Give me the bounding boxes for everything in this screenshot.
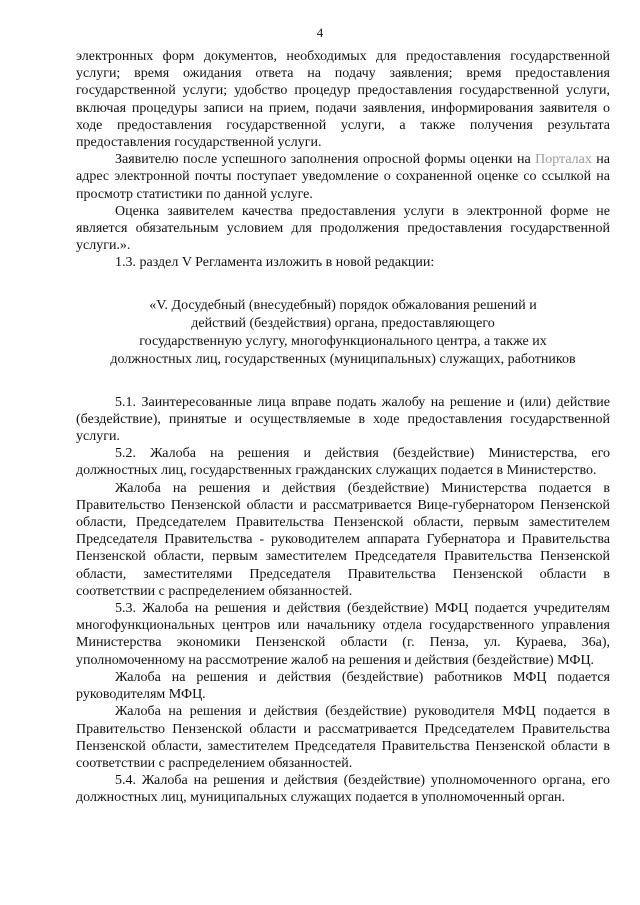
paragraph-5-2-ministry-complaint: Жалоба на решения и действия (бездействие) Министерства подается в Правительство Пензенской области и рассматривается Вице-губернатором Пензенской области, Председателем Правительства Пензенской области, первым заместителем Председателя Правительства - руководителем аппарата Губернатора и Правительства Пензенской области, первым заместителем Председателя Правительства Пензенской области, заместителями Председателя Правительства Пензенской области в соответствии с распределением обязанностей. bbox=[76, 480, 610, 599]
document-body bbox=[76, 48, 610, 807]
page-number: 4 bbox=[316, 25, 324, 40]
paragraph-5-3-mfc-workers: Жалоба на решения и действия (бездействие) работников МФЦ подается руководителям МФЦ. bbox=[76, 669, 610, 703]
portals-faded-word: Порталах bbox=[535, 152, 592, 168]
paragraph-intro-2-rest: на адрес электронной почты поступает уведомление о сохраненной оценке со ссылкой на просмотр статистики по данной услуге. bbox=[76, 152, 611, 202]
section-heading-line-1: «V. Досудебный (внесудебный) порядок обжалования решений и bbox=[149, 297, 537, 313]
paragraph-intro-2 bbox=[76, 151, 610, 203]
paragraph-5-2: 5.2. Жалоба на решения и действия (бездействие) Министерства, его должностных лиц, государственных гражданских служащих подается в Министерство. bbox=[76, 446, 610, 479]
section-heading-line-4: должностных лиц, государственных (муниципальных) служащих, работников bbox=[110, 351, 576, 367]
section-heading-line-3: государственную услугу, многофункционального центра, а также их bbox=[139, 333, 547, 349]
section-heading-line-2: действий (бездействия) органа, предоставляющего bbox=[191, 315, 495, 331]
section-heading bbox=[76, 297, 610, 369]
paragraph-5-3: 5.3. Жалоба на решения и действия (бездействие) МФЦ подается учредителям многофункциональных центров или начальнику отдела государственного управления Министерства экономики Пензенской области (г. Пенза, ул. Кураева, 36а), уполномоченному на рассмотрение жалоб на решения и действия (бездействие) МФЦ. bbox=[76, 601, 610, 668]
paragraph-intro-4: 1.3. раздел V Регламента изложить в новой редакции: bbox=[115, 255, 435, 271]
paragraph-5-4: 5.4. Жалоба на решения и действия (бездействие) уполномоченного органа, его должностных лиц, муниципальных служащих подается в уполномоченный орган. bbox=[76, 773, 610, 806]
paragraph-intro-1: электронных форм документов, необходимых для предоставления государственной услуги; время ожидания ответа на подачу заявления; время предоставления государственной услуги; удобство процедур предоставления государственной услуги, включая процедуры записи на прием, подачи заявления, информирования заявителя о ходе предоставления государственной услуги, а также получения результата предоставления государственной услуги. bbox=[76, 49, 610, 151]
paragraph-intro-3: Оценка заявителем качества предоставления услуги в электронной форме не является обязательным условием для продолжения предоставления государственной услуги.». bbox=[76, 203, 610, 254]
paragraph-5-3-mfc-head: Жалоба на решения и действия (бездействие) руководителя МФЦ подается в Правительство Пензенской области и рассматривается Председателем Правительства Пензенской области, заместителем Председателя Правительства Пензенской области в соответствии с распределением обязанностей. bbox=[76, 704, 610, 771]
paragraph-intro-2-lead: Заявителю после успешного заполнения опросной формы оценки на bbox=[115, 152, 531, 168]
paragraph-5-1: 5.1. Заинтересованные лица вправе подать жалобу на решение и (или) действие (бездействие), принятые и осуществляемые в ходе предоставления государственной услуги. bbox=[76, 394, 610, 445]
